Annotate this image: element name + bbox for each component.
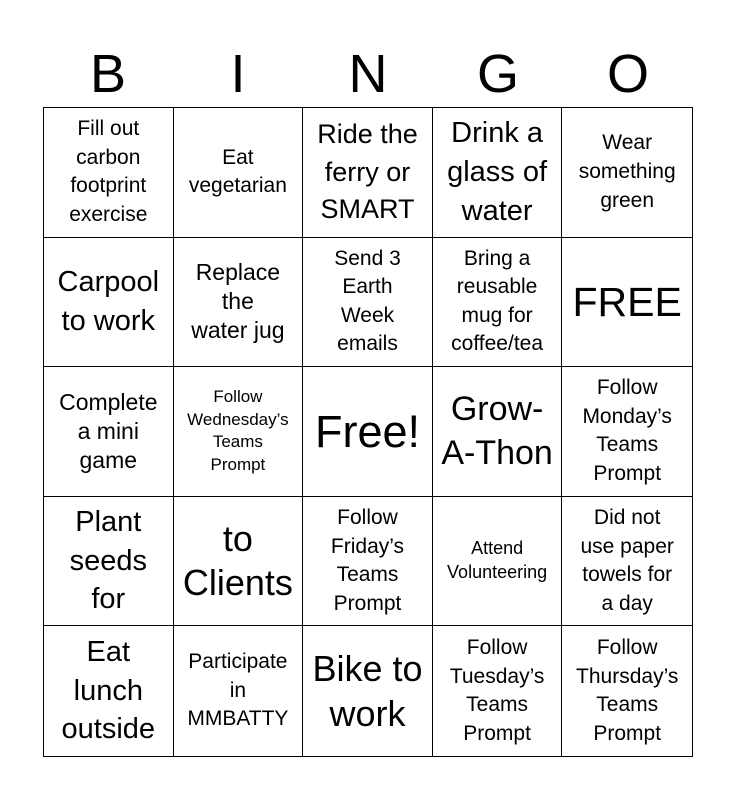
header-letter-n: N: [348, 44, 388, 104]
bingo-cell-r4c2[interactable]: to Clients: [174, 497, 304, 627]
bingo-cell-r2c4[interactable]: Bring a reusable mug for coffee/tea: [433, 238, 563, 368]
bingo-cell-r1c3[interactable]: Ride the ferry or SMART: [303, 108, 433, 238]
bingo-cell-r2c2[interactable]: Replace the water jug: [174, 238, 304, 368]
header-letter-g: G: [476, 44, 519, 104]
bingo-cell-r4c1[interactable]: Plant seeds for: [44, 497, 174, 627]
bingo-cell-r5c5[interactable]: Follow Thursday’s Teams Prompt: [576, 636, 679, 745]
header-letter-i: I: [230, 44, 246, 104]
bingo-cell-r2c5[interactable]: FREE: [562, 238, 692, 368]
bingo-cell-r1c2[interactable]: Eat vegetarian: [174, 108, 304, 238]
bingo-cell-r3c1[interactable]: Complete a mini game: [44, 367, 174, 497]
header-letter-b: B: [89, 44, 127, 104]
header-letter-o: O: [606, 44, 649, 104]
bingo-cell-r3c4[interactable]: Grow- A-Thon: [433, 367, 563, 497]
bingo-cell-r5c2[interactable]: Participate in MMBATTY: [174, 626, 304, 756]
bingo-grid: [43, 107, 693, 757]
bingo-cell-r4c3[interactable]: Follow Friday’s Teams Prompt: [303, 497, 433, 627]
bingo-cell-r4c4[interactable]: Attend Volunteering: [433, 497, 563, 627]
bingo-cell-r3c2[interactable]: Follow Wednesday’s Teams Prompt: [174, 367, 304, 497]
bingo-cell-r1c1[interactable]: Fill out carbon footprint exercise: [44, 108, 174, 238]
bingo-cell-r4c5[interactable]: Did not use paper towels for a day: [562, 497, 692, 627]
bingo-header: [43, 40, 693, 108]
bingo-cell-r1c5[interactable]: Wear something green: [562, 108, 692, 238]
bingo-cell-r5c3[interactable]: Bike to work: [303, 626, 433, 756]
bingo-cell-r2c1[interactable]: Carpool to work: [44, 238, 174, 368]
bingo-cell-r3c3[interactable]: Free!: [303, 367, 433, 497]
bingo-cell-r2c3[interactable]: Send 3 Earth Week emails: [303, 238, 433, 368]
bingo-cell-r3c5[interactable]: Follow Monday’s Teams Prompt: [562, 367, 692, 497]
bingo-cell-r5c4[interactable]: Follow Tuesday’s Teams Prompt: [433, 626, 563, 756]
bingo-cell-r5c1[interactable]: Eat lunch outside: [44, 626, 174, 756]
bingo-cell-r1c4[interactable]: Drink a glass of water: [433, 108, 563, 238]
